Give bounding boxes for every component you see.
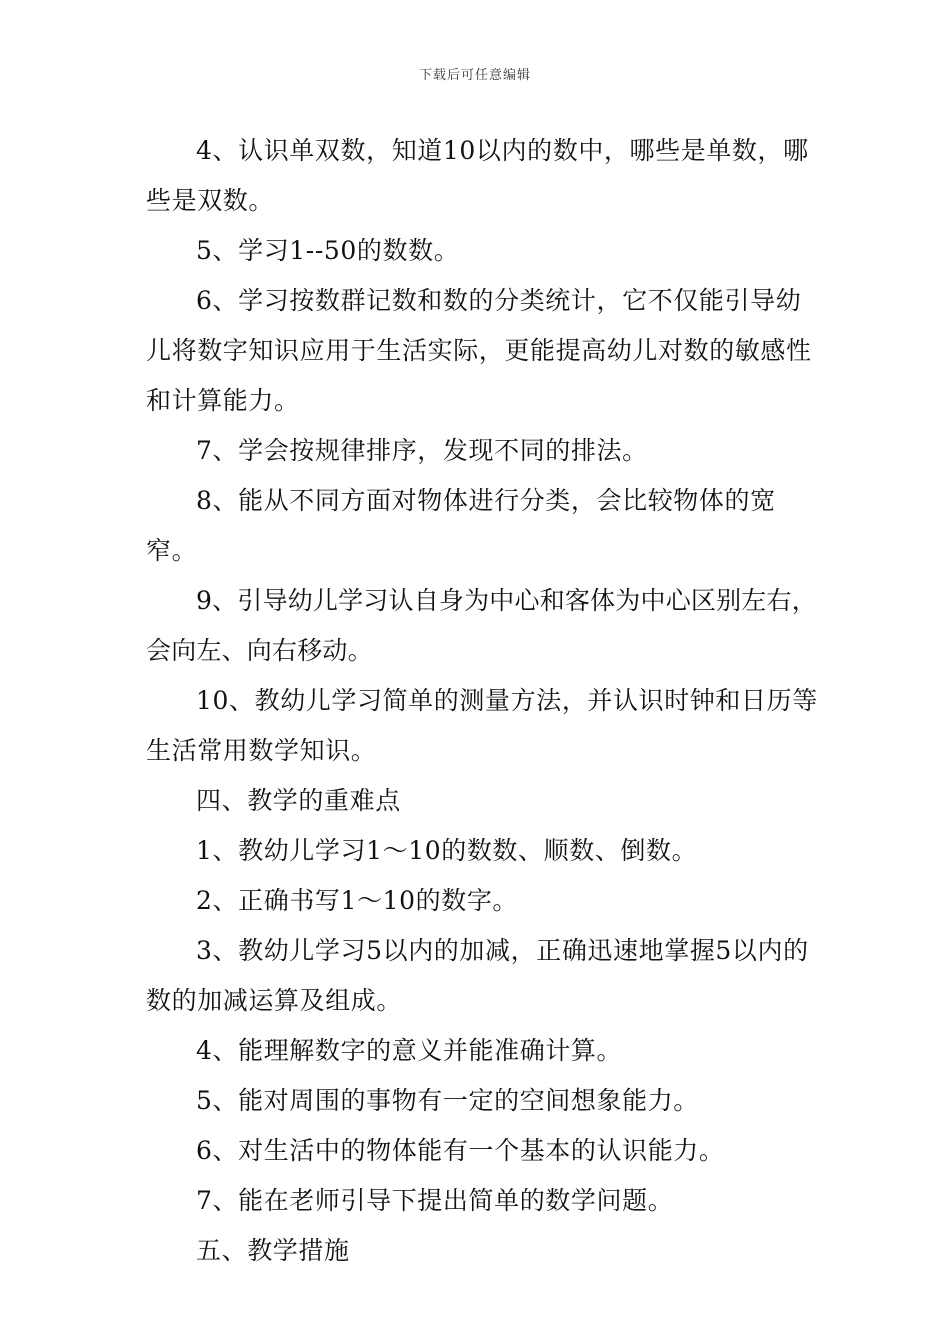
list-item: 5、学习1--50的数数。 bbox=[196, 236, 460, 265]
list-item: 3、教幼儿学习5以内的加减，正确迅速地掌握5以内的数的加减运算及组成。 bbox=[146, 936, 809, 1015]
list-item: 5、能对周围的事物有一定的空间想象能力。 bbox=[196, 1086, 699, 1115]
list-item: 4、认识单双数，知道10以内的数中，哪些是单数，哪些是双数。 bbox=[146, 136, 809, 215]
section-heading: 五、教学措施 bbox=[196, 1236, 350, 1265]
list-item: 6、对生活中的物体能有一个基本的认识能力。 bbox=[196, 1136, 725, 1165]
list-item: 7、能在老师引导下提出简单的数学问题。 bbox=[196, 1186, 674, 1215]
list-item: 1、教幼儿学习1～10的数数、顺数、倒数。 bbox=[196, 836, 698, 865]
list-item: 2、正确书写1～10的数字。 bbox=[196, 886, 519, 915]
list-item: 10、教幼儿学习简单的测量方法，并认识时钟和日历等生活常用数学知识。 bbox=[146, 686, 818, 765]
list-item: 4、能理解数字的意义并能准确计算。 bbox=[196, 1036, 623, 1065]
list-item: 8、能从不同方面对物体进行分类，会比较物体的宽窄。 bbox=[146, 486, 776, 565]
section-heading: 四、教学的重难点 bbox=[196, 786, 401, 815]
document-body bbox=[146, 126, 818, 1276]
list-item: 6、学习按数群记数和数的分类统计，它不仅能引导幼儿将数字知识应用于生活实际，更能提高幼儿对数的敏感性和计算能力。 bbox=[146, 286, 812, 415]
list-item: 9、引导幼儿学习认自身为中心和客体为中心区别左右，会向左、向右移动。 bbox=[146, 586, 817, 665]
page-header-note: 下载后可任意编辑 bbox=[418, 68, 531, 83]
list-item: 7、学会按规律排序，发现不同的排法。 bbox=[196, 436, 648, 465]
